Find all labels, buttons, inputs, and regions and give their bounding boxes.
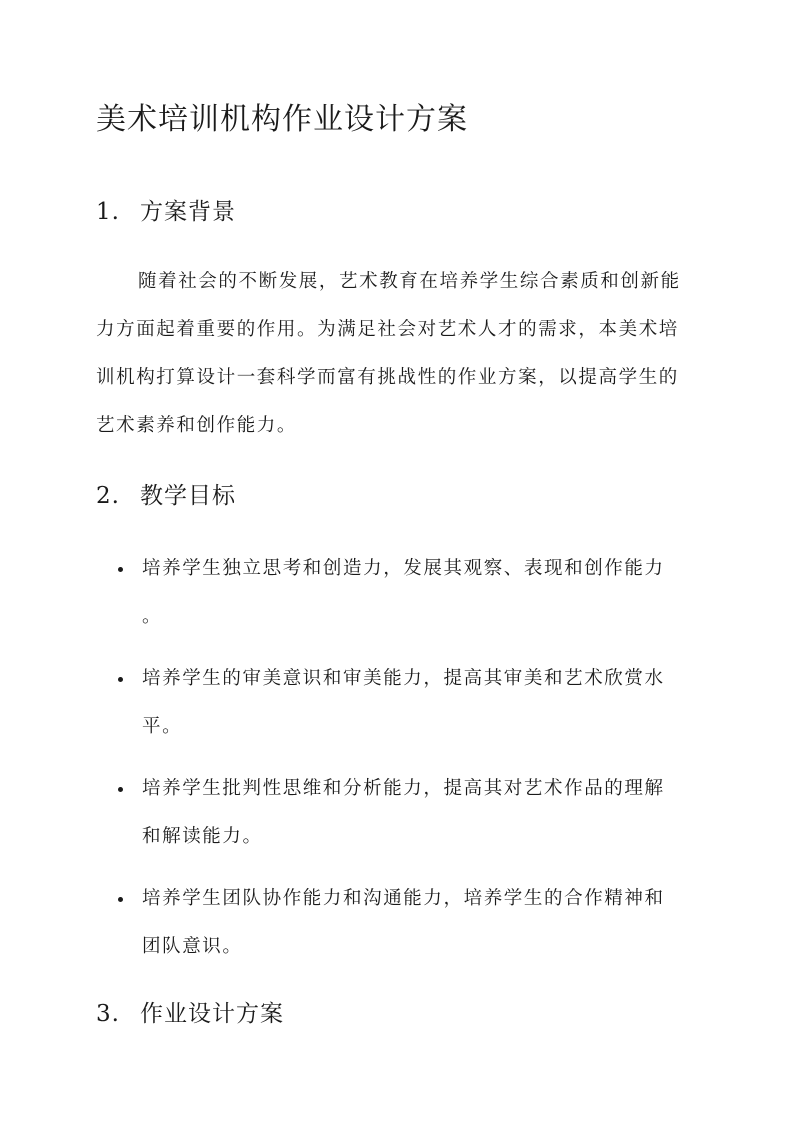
paragraph-line: 训机构打算设计一套科学而富有挑战性的作业方案，以提高学生的 [96,367,679,388]
list-item [96,655,716,751]
bullet-icon [118,787,123,792]
section-title: 教学目标 [140,483,236,509]
list-item-line: 培养学生批判性思维和分析能力，提高其对艺术作品的理解 [142,778,665,799]
list-item-line: 和解读能力。 [142,826,263,847]
bullet-icon [118,567,123,572]
list-item [96,545,716,641]
list-item [96,875,716,971]
list-item-line: 培养学生的审美意识和审美能力，提高其审美和艺术欣赏水 [142,668,665,689]
section-number: 1. [96,199,120,225]
paragraph-line: 力方面起着重要的作用。为满足社会对艺术人才的需求，本美术培 [96,319,679,340]
list-item-line: 培养学生团队协作能力和沟通能力，培养学生的合作精神和 [142,888,665,909]
section-heading-assignment-design [96,996,284,1032]
bullet-icon [118,677,123,682]
paragraph-line: 随着社会的不断发展，艺术教育在培养学生综合素质和创新能 [138,271,681,292]
list-item-line: 团队意识。 [142,936,243,957]
background-paragraph [96,258,708,450]
section-number: 2. [96,483,120,509]
goals-list [96,545,716,985]
section-heading-background [96,194,236,230]
section-heading-goals [96,478,236,514]
section-title: 作业设计方案 [140,1001,284,1027]
paragraph-line: 艺术素养和创作能力。 [96,415,298,436]
list-item-line: 培养学生独立思考和创造力，发展其观察、表现和创作能力 [142,558,665,579]
section-number: 3. [96,1001,120,1027]
section-title: 方案背景 [140,199,236,225]
document-title: 美术培训机构作业设计方案 [96,102,468,137]
list-item-line: 平。 [142,716,183,737]
list-item [96,765,716,861]
bullet-icon [118,897,123,902]
list-item-line: 。 [142,606,163,627]
